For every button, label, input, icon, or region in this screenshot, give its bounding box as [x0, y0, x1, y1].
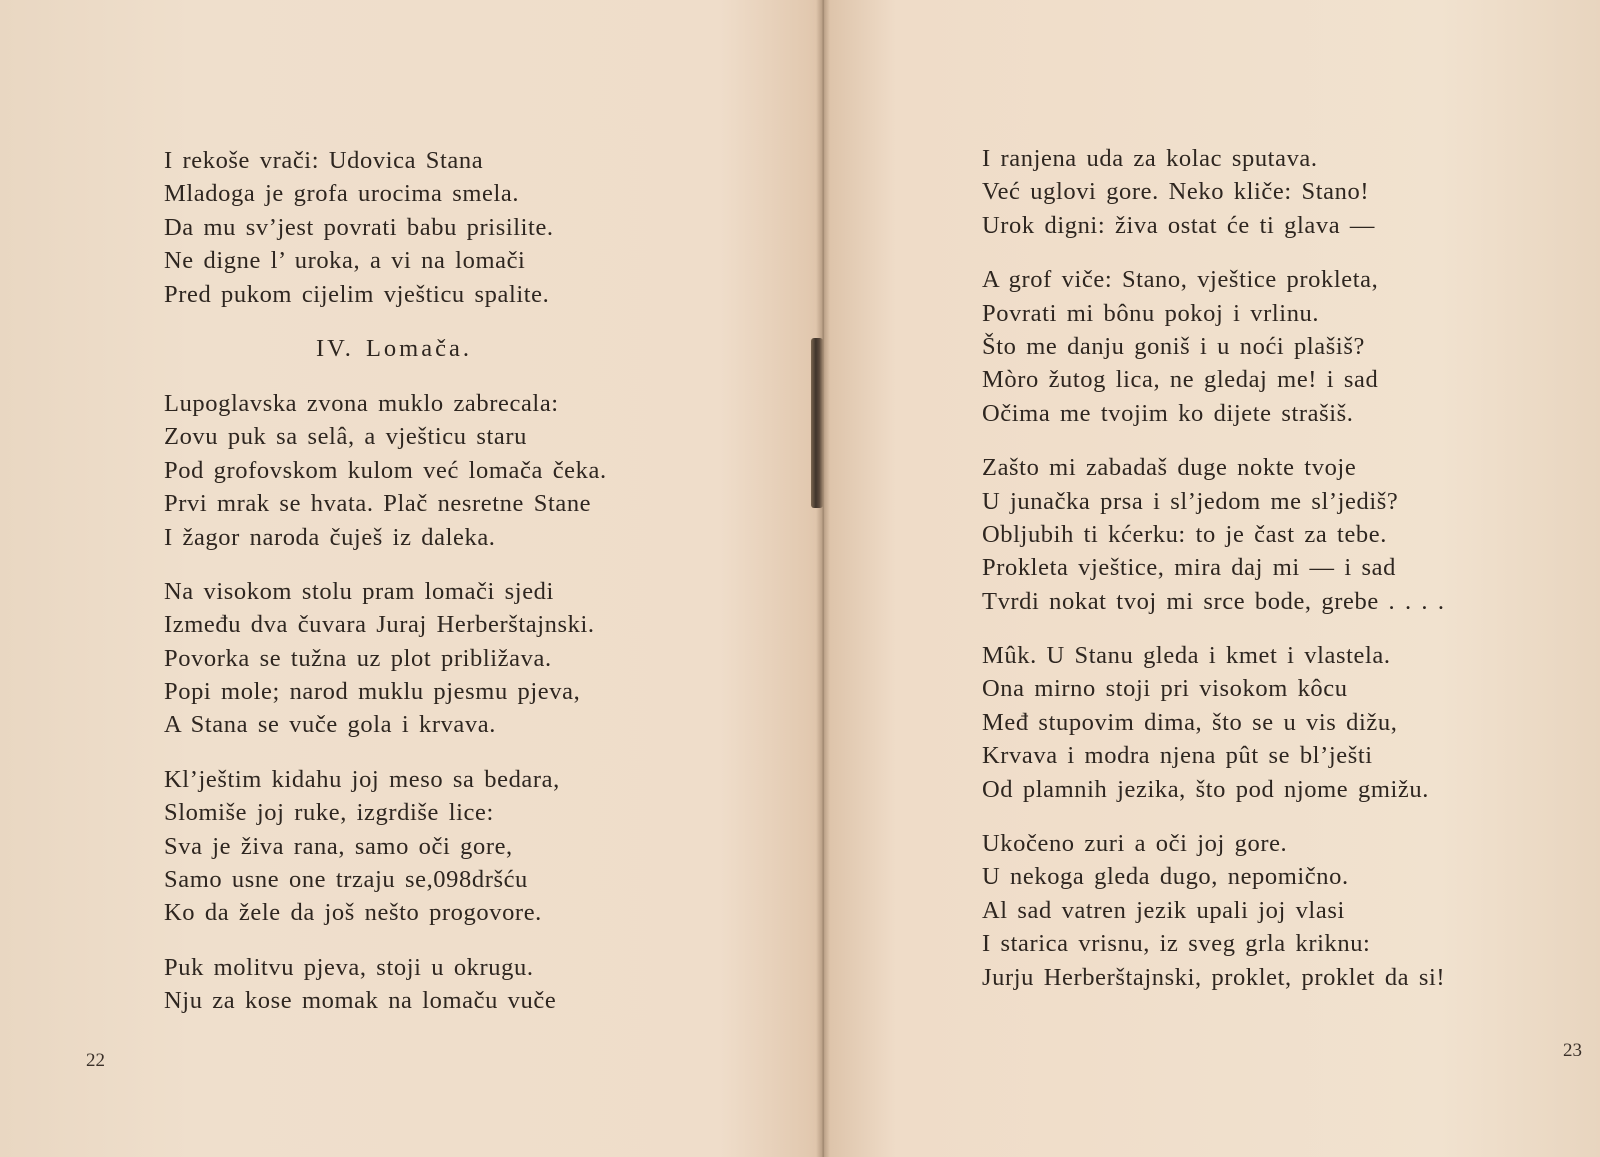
- verse-line: Ona mirno stoji pri visokom kôcu: [982, 675, 1348, 703]
- verse-line: Lupoglavska zvona muklo zabrecala:: [164, 389, 559, 417]
- verse-line: Što me danju goniš i u noći plašiš?: [982, 332, 1365, 360]
- page-number: 22: [86, 1050, 105, 1071]
- stanza: [164, 951, 724, 1018]
- verse-line: Pred pukom cijelim vješticu spalite.: [164, 280, 550, 308]
- verse-line: Mòro žutog lica, ne gledaj me! i sad: [982, 366, 1379, 394]
- verse-line: Već uglovi gore. Neko kliče: Stano!: [982, 178, 1370, 206]
- right-page-text: [982, 142, 1542, 1015]
- verse-line: Zovu puk sa selâ, a vješticu staru: [164, 423, 527, 451]
- verse-line: Popi mole; narod muklu pjesmu pjeva,: [164, 678, 581, 706]
- stanza: [164, 763, 724, 930]
- verse-line: Da mu sv’jest povrati babu prisilite.: [164, 213, 554, 241]
- verse-line: Urok digni: živa ostat će ti glava —: [982, 211, 1375, 239]
- verse-line: Al sad vatren jezik upali joj vlasi: [982, 896, 1345, 924]
- verse-line: Slomiše joj ruke, izgrdiše lice:: [164, 799, 494, 827]
- verse-line: Samo usne one trzaju se,098dršću: [164, 866, 528, 894]
- verse-line: Mladoga je grofa urocima smela.: [164, 180, 520, 208]
- verse-line: Obljubih ti kćerku: to je čast za tebe.: [982, 520, 1387, 548]
- verse-line: Krvava i modra njena pût se bl’ješti: [982, 742, 1373, 770]
- verse-line: Nju za kose momak na lomaču vuče: [164, 987, 557, 1015]
- verse-line: Na visokom stolu pram lomači sjedi: [164, 577, 554, 605]
- right-page: [822, 0, 1600, 1157]
- verse-line: Jurju Herberštajnski, proklet, proklet da si!: [982, 963, 1446, 991]
- stanza: [982, 263, 1542, 430]
- verse-line: Pod grofovskom kulom već lomača čeka.: [164, 456, 607, 484]
- verse-line: I ranjena uda za kolac sputava.: [982, 145, 1318, 172]
- verse-line: I rekoše vrači: Udovica Stana: [164, 147, 484, 174]
- verse-line: U nekoga gleda dugo, nepomično.: [982, 863, 1349, 891]
- stanza: [164, 575, 724, 742]
- verse-line: A Stana se vuče gola i krvava.: [164, 711, 496, 739]
- stanza: [982, 639, 1542, 806]
- verse-line: Od plamnih jezika, što pod njome gmižu.: [982, 775, 1429, 803]
- verse-line: Međ stupovim dima, što se u vis dižu,: [982, 708, 1398, 736]
- stanza: [982, 451, 1542, 618]
- verse-line: I žagor naroda čuješ iz daleka.: [164, 523, 496, 551]
- verse-line: Puk molitvu pjeva, stoji u okrugu.: [164, 953, 534, 981]
- verse-line: Prvi mrak se hvata. Plač nesretne Stane: [164, 490, 592, 518]
- page-number: 23: [1563, 1040, 1582, 1061]
- stanza: [164, 387, 724, 554]
- verse-line: Između dva čuvara Juraj Herberštajnski.: [164, 611, 595, 639]
- verse-line: Ko da žele da još nešto progovore.: [164, 899, 542, 927]
- stanza: [982, 142, 1542, 242]
- verse-line: Tvrdi nokat tvoj mi srce bode, grebe . . . .: [982, 587, 1445, 615]
- verse-line: Zašto mi zabadaš duge nokte tvoje: [982, 454, 1357, 482]
- verse-line: Povorka se tužna uz plot približava.: [164, 644, 552, 672]
- verse-line: Kl’ještim kidahu joj meso sa bedara,: [164, 765, 560, 793]
- verse-line: Ukočeno zuri a oči joj gore.: [982, 830, 1288, 858]
- verse-line: Očima me tvojim ko dijete strašiš.: [982, 399, 1354, 427]
- verse-line: I starica vrisnu, iz sveg grla kriknu:: [982, 930, 1371, 958]
- left-page-text: [164, 144, 724, 1039]
- stanza: [164, 144, 724, 311]
- verse-line: Ne digne l’ uroka, a vi na lomači: [164, 247, 526, 275]
- verse-line: U junačka prsa i sl’jedom me sl’jediš?: [982, 487, 1399, 515]
- verse-line: Sva je živa rana, samo oči gore,: [164, 832, 513, 860]
- verse-line: Mûk. U Stanu gleda i kmet i vlastela.: [982, 642, 1391, 670]
- verse-line: Povrati mi bônu pokoj i vrlinu.: [982, 299, 1320, 327]
- section-heading: IV. Lomača.: [316, 334, 472, 362]
- verse-line: A grof viče: Stano, vještice prokleta,: [982, 266, 1379, 294]
- stanza: [982, 827, 1542, 994]
- verse-line: Prokleta vještice, mira daj mi — i sad: [982, 554, 1396, 582]
